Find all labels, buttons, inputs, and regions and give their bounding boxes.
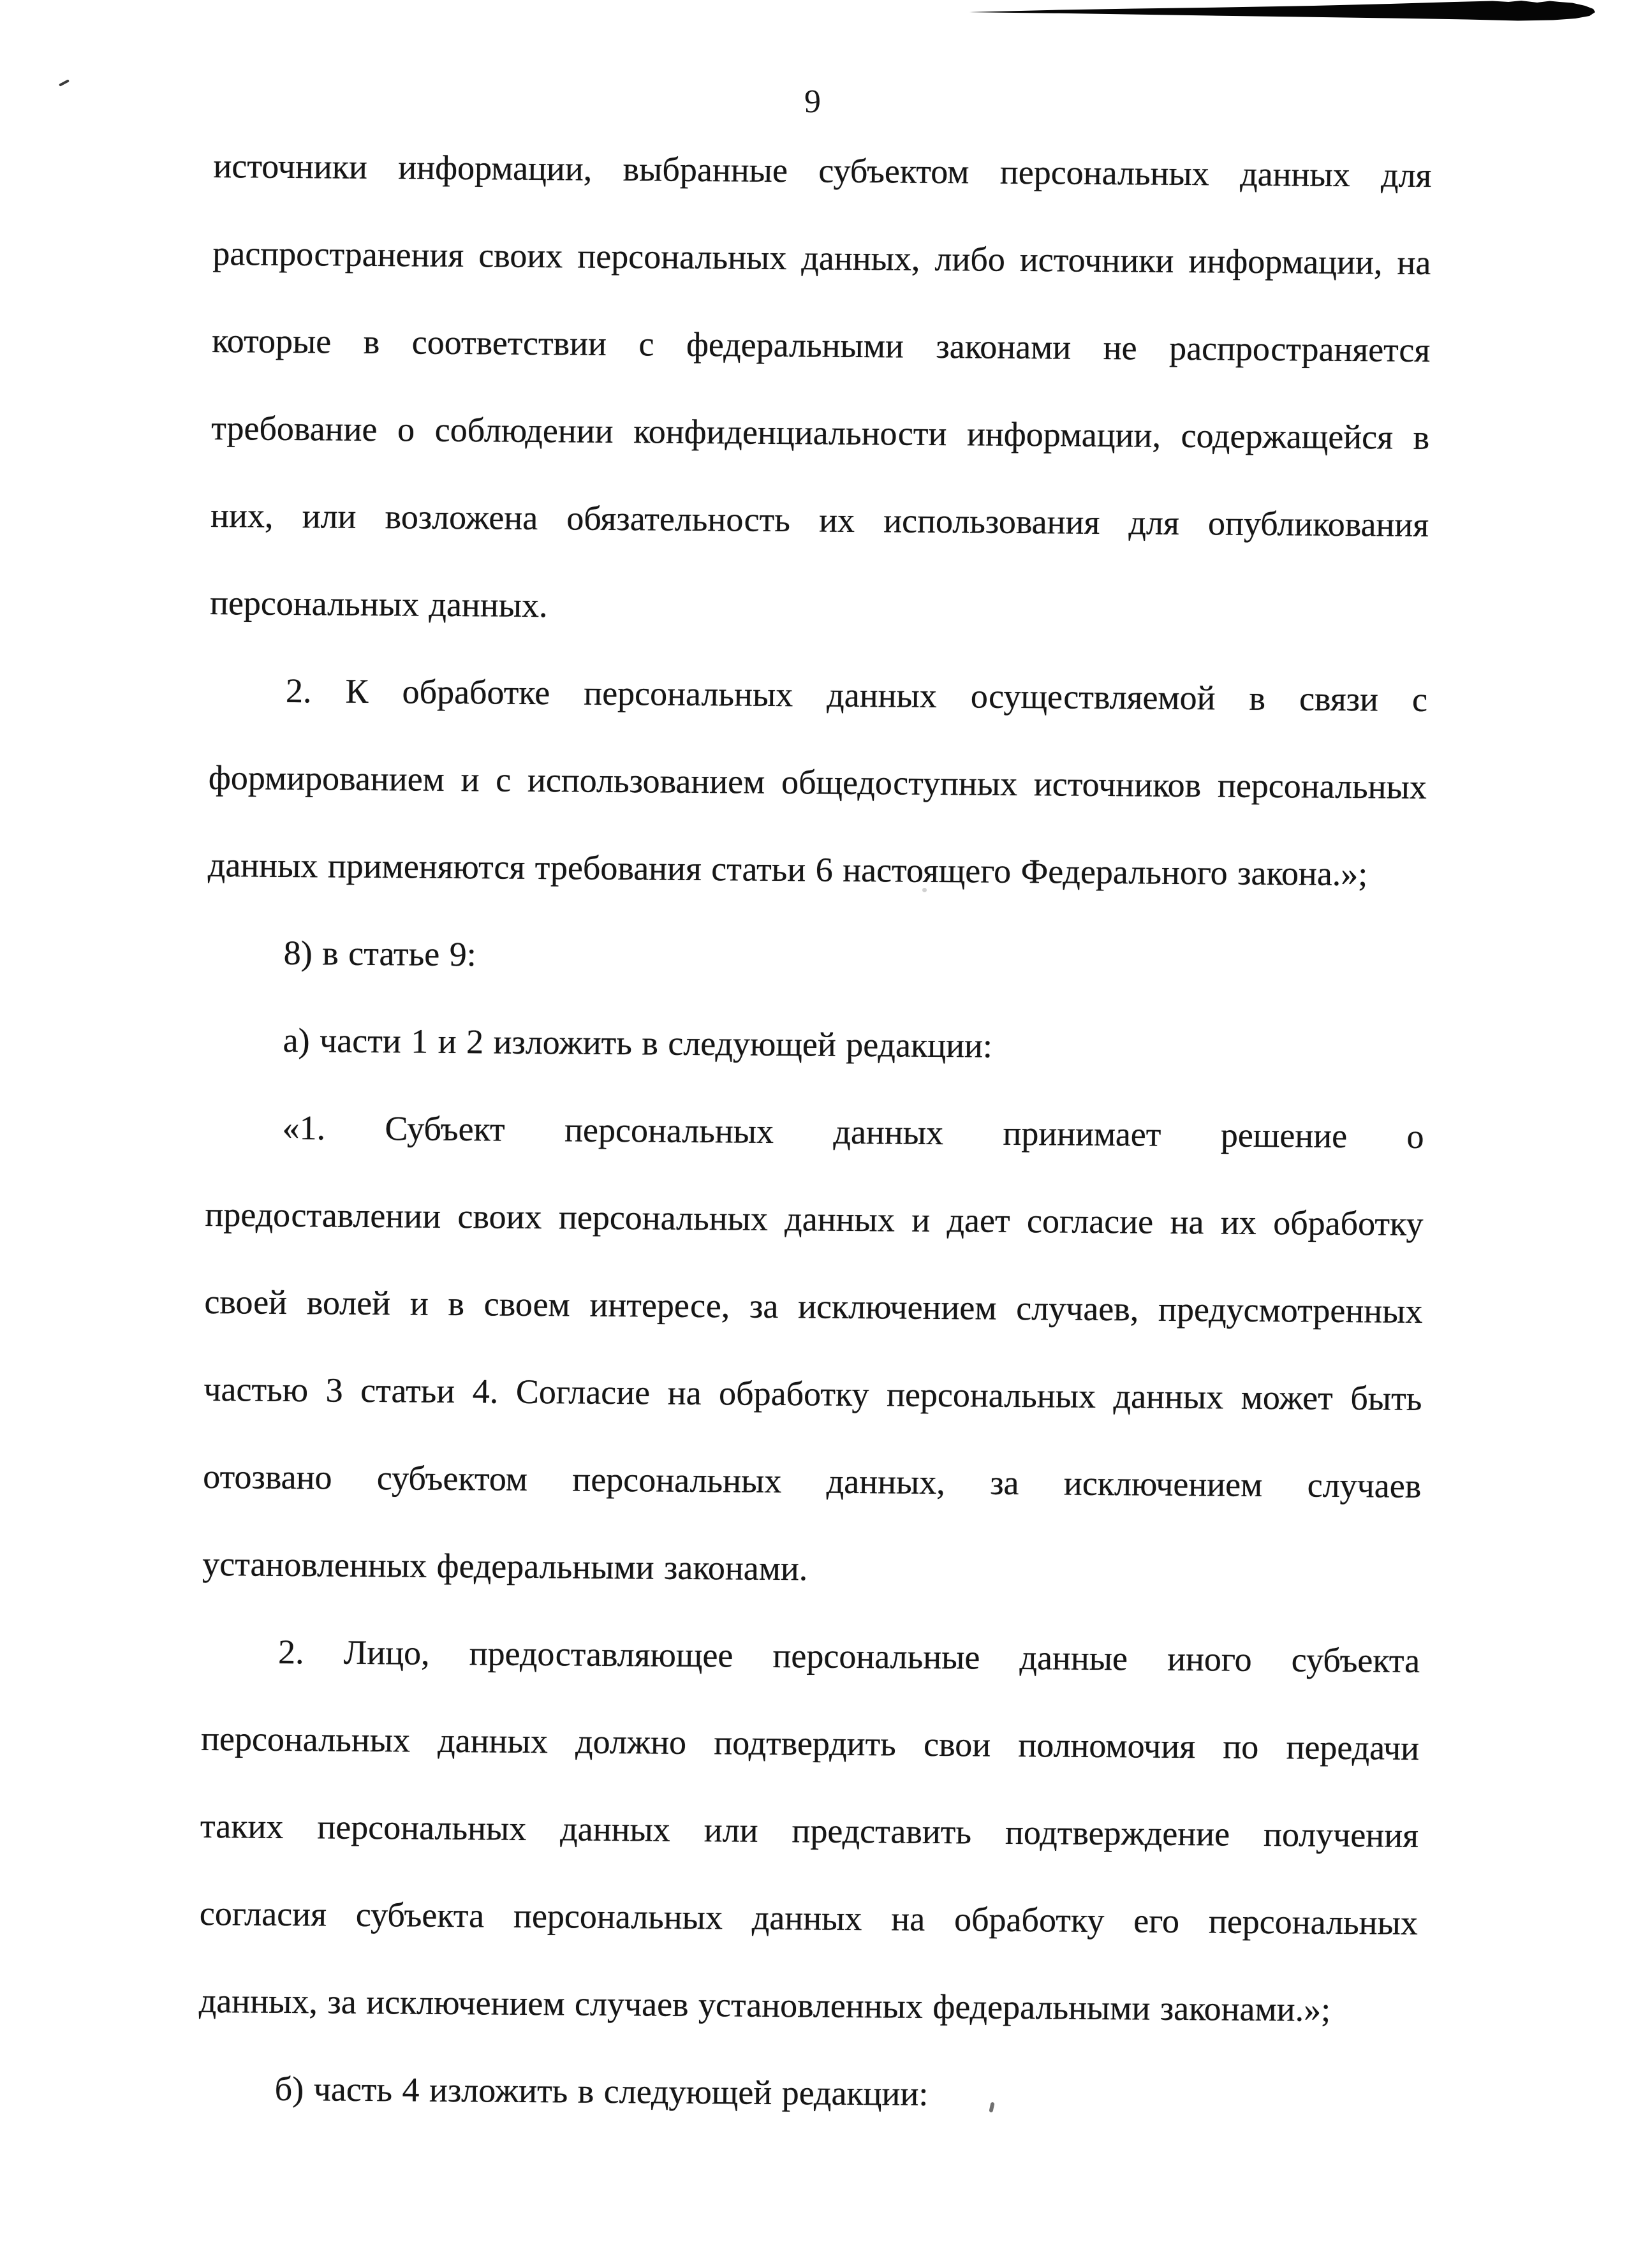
text-line: 2. Лицо, предоставляющее персональные данные иного субъекта	[277, 1632, 1420, 1680]
document-text-block	[198, 122, 1432, 2142]
text-line: частью 3 статьи 4. Согласие на обработку персональных данных может быть	[203, 1369, 1422, 1418]
text-line: своей волей и в своем интересе, за исключением случаев, предусмотренных	[204, 1282, 1423, 1330]
text-line: них, или возложена обязательность их использования для опубликования	[210, 496, 1429, 544]
text-line: данных, за исключением случаев установленных федеральными законами.»;	[198, 1981, 1331, 2029]
text-line: требование о соблюдении конфиденциальности информации, содержащейся в	[211, 408, 1430, 457]
text-line: персональных данных должно подтвердить свои полномочия по передачи	[200, 1719, 1420, 1767]
text-line: источники информации, выбранные субъектом персональных данных для	[213, 146, 1432, 195]
text-line: 2. К обработке персональных данных осуществляемой в связи с	[285, 671, 1428, 719]
text-line: формированием и с использованием общедоступных источников персональных	[208, 758, 1427, 806]
text-line: которые в соответствии с федеральными законами не распространяется	[212, 321, 1431, 369]
page-number: 9	[804, 84, 821, 120]
text-line: а) части 1 и 2 изложить в следующей редакции:	[283, 1020, 993, 1065]
text-line: данных применяются требования статьи 6 настоящего Федерального закона.»;	[207, 845, 1368, 894]
text-line: таких персональных данных или представить подтверждение получения	[200, 1806, 1419, 1855]
text-line: б) часть 4 изложить в следующей редакции:	[274, 2069, 929, 2113]
text-line: 8) в статье 9:	[283, 933, 476, 974]
text-line: «1. Субъект персональных данных принимает решение о	[282, 1108, 1424, 1156]
text-line: предоставлении своих персональных данных и дает согласие на их обработку	[205, 1195, 1424, 1243]
scan-streak-artifact	[969, 0, 1598, 24]
text-line: персональных данных.	[209, 583, 548, 625]
text-line: установленных федеральными законами.	[202, 1544, 808, 1588]
text-line: согласия субъекта персональных данных на обработку его персональных	[199, 1894, 1419, 1942]
text-line: распространения своих персональных данных, либо источники информации, на	[212, 233, 1431, 282]
text-line: отозвано субъектом персональных данных, за исключением случаев	[203, 1457, 1422, 1505]
scan-speck	[59, 79, 70, 87]
